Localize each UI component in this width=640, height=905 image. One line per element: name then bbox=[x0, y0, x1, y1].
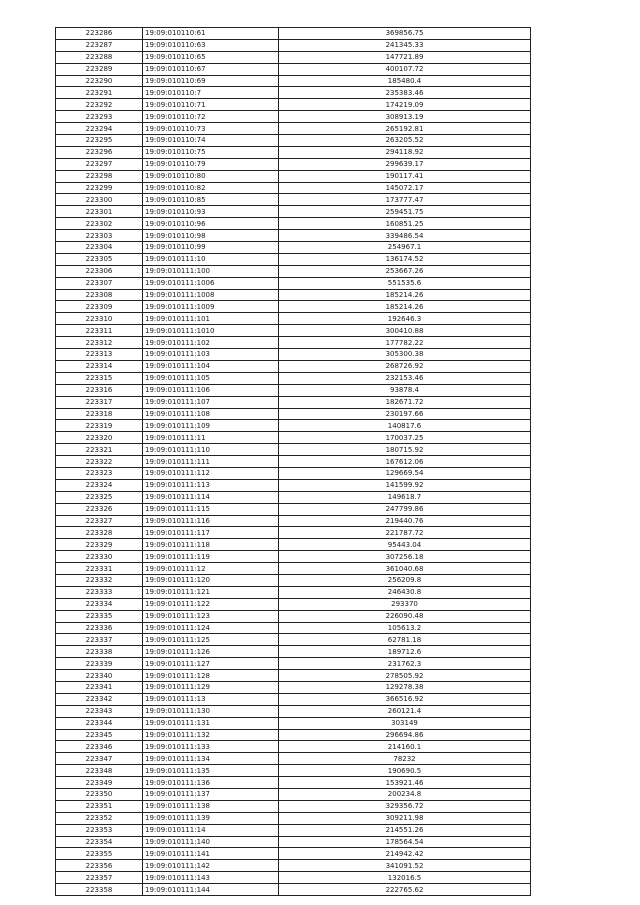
cadastral-number-cell: 19:09:010110:71 bbox=[143, 99, 279, 111]
value-cell: 149618.7 bbox=[279, 491, 531, 503]
row-number-cell: 223314 bbox=[56, 360, 143, 372]
table-row bbox=[56, 551, 531, 563]
value-cell: 177782.22 bbox=[279, 337, 531, 349]
value-cell: 241345.33 bbox=[279, 39, 531, 51]
value-cell: 136174.52 bbox=[279, 253, 531, 265]
table-row bbox=[56, 693, 531, 705]
value-cell: 160851.25 bbox=[279, 218, 531, 230]
row-number-cell: 223345 bbox=[56, 729, 143, 741]
cadastral-number-cell: 19:09:010111:111 bbox=[143, 456, 279, 468]
row-number-cell: 223293 bbox=[56, 111, 143, 123]
row-number-cell: 223343 bbox=[56, 705, 143, 717]
row-number-cell: 223324 bbox=[56, 479, 143, 491]
row-number-cell: 223341 bbox=[56, 681, 143, 693]
row-number-cell: 223316 bbox=[56, 384, 143, 396]
row-number-cell: 223349 bbox=[56, 777, 143, 789]
cadastral-number-cell: 19:09:010111:102 bbox=[143, 337, 279, 349]
value-cell: 62781.18 bbox=[279, 634, 531, 646]
value-cell: 182671.72 bbox=[279, 396, 531, 408]
row-number-cell: 223326 bbox=[56, 503, 143, 515]
table-row bbox=[56, 539, 531, 551]
value-cell: 551535.6 bbox=[279, 277, 531, 289]
row-number-cell: 223335 bbox=[56, 610, 143, 622]
value-cell: 167612.06 bbox=[279, 456, 531, 468]
value-cell: 293370 bbox=[279, 598, 531, 610]
value-cell: 153921.46 bbox=[279, 777, 531, 789]
value-cell: 341091.52 bbox=[279, 860, 531, 872]
table-row bbox=[56, 396, 531, 408]
row-number-cell: 223312 bbox=[56, 337, 143, 349]
table-row bbox=[56, 479, 531, 491]
table-row bbox=[56, 860, 531, 872]
table-row bbox=[56, 777, 531, 789]
cadastral-number-cell: 19:09:010111:127 bbox=[143, 658, 279, 670]
row-number-cell: 223348 bbox=[56, 765, 143, 777]
row-number-cell: 223318 bbox=[56, 408, 143, 420]
row-number-cell: 223299 bbox=[56, 182, 143, 194]
cadastral-number-cell: 19:09:010110:82 bbox=[143, 182, 279, 194]
value-cell: 93878.4 bbox=[279, 384, 531, 396]
cadastral-number-cell: 19:09:010111:122 bbox=[143, 598, 279, 610]
value-cell: 129278.38 bbox=[279, 681, 531, 693]
cadastral-number-cell: 19:09:010111:113 bbox=[143, 479, 279, 491]
table-row bbox=[56, 574, 531, 586]
value-cell: 214942.42 bbox=[279, 848, 531, 860]
row-number-cell: 223342 bbox=[56, 693, 143, 705]
value-cell: 180715.92 bbox=[279, 444, 531, 456]
row-number-cell: 223310 bbox=[56, 313, 143, 325]
table-row bbox=[56, 812, 531, 824]
table-row bbox=[56, 337, 531, 349]
table-row bbox=[56, 836, 531, 848]
value-cell: 129669.54 bbox=[279, 467, 531, 479]
value-cell: 221787.72 bbox=[279, 527, 531, 539]
table-row bbox=[56, 789, 531, 801]
value-cell: 339486.54 bbox=[279, 230, 531, 242]
row-number-cell: 223297 bbox=[56, 158, 143, 170]
table-row bbox=[56, 194, 531, 206]
value-cell: 174219.09 bbox=[279, 99, 531, 111]
table-row bbox=[56, 432, 531, 444]
table-row bbox=[56, 741, 531, 753]
cadastral-number-cell: 19:09:010111:12 bbox=[143, 563, 279, 575]
table-row bbox=[56, 313, 531, 325]
cadastral-number-cell: 19:09:010111:1010 bbox=[143, 325, 279, 337]
table-row bbox=[56, 646, 531, 658]
value-cell: 296694.86 bbox=[279, 729, 531, 741]
value-cell: 299639.17 bbox=[279, 158, 531, 170]
cadastral-number-cell: 19:09:010110:98 bbox=[143, 230, 279, 242]
row-number-cell: 223303 bbox=[56, 230, 143, 242]
cadastral-number-cell: 19:09:010111:128 bbox=[143, 670, 279, 682]
cadastral-number-cell: 19:09:010110:99 bbox=[143, 242, 279, 254]
cadastral-number-cell: 19:09:010111:129 bbox=[143, 681, 279, 693]
cadastral-number-cell: 19:09:010111:142 bbox=[143, 860, 279, 872]
cadastral-number-cell: 19:09:010111:134 bbox=[143, 753, 279, 765]
table-row bbox=[56, 456, 531, 468]
cadastral-number-cell: 19:09:010110:85 bbox=[143, 194, 279, 206]
row-number-cell: 223329 bbox=[56, 539, 143, 551]
row-number-cell: 223295 bbox=[56, 135, 143, 147]
cadastral-number-cell: 19:09:010110:61 bbox=[143, 28, 279, 40]
cadastral-number-cell: 19:09:010111:1009 bbox=[143, 301, 279, 313]
row-number-cell: 223304 bbox=[56, 242, 143, 254]
row-number-cell: 223307 bbox=[56, 277, 143, 289]
row-number-cell: 223350 bbox=[56, 789, 143, 801]
cadastral-number-cell: 19:09:010111:143 bbox=[143, 872, 279, 884]
row-number-cell: 223309 bbox=[56, 301, 143, 313]
table-row bbox=[56, 301, 531, 313]
table-row bbox=[56, 658, 531, 670]
row-number-cell: 223355 bbox=[56, 848, 143, 860]
row-number-cell: 223337 bbox=[56, 634, 143, 646]
row-number-cell: 223301 bbox=[56, 206, 143, 218]
value-cell: 230197.66 bbox=[279, 408, 531, 420]
cadastral-number-cell: 19:09:010110:80 bbox=[143, 170, 279, 182]
cadastral-number-cell: 19:09:010110:75 bbox=[143, 146, 279, 158]
value-cell: 268726.92 bbox=[279, 360, 531, 372]
value-cell: 254967.1 bbox=[279, 242, 531, 254]
table-row bbox=[56, 753, 531, 765]
table-row bbox=[56, 230, 531, 242]
cadastral-number-cell: 19:09:010110:69 bbox=[143, 75, 279, 87]
cadastral-number-cell: 19:09:010111:116 bbox=[143, 515, 279, 527]
row-number-cell: 223305 bbox=[56, 253, 143, 265]
cadastral-number-cell: 19:09:010111:115 bbox=[143, 503, 279, 515]
cadastral-number-cell: 19:09:010110:74 bbox=[143, 135, 279, 147]
value-cell: 278505.92 bbox=[279, 670, 531, 682]
value-cell: 308913.19 bbox=[279, 111, 531, 123]
table-row bbox=[56, 634, 531, 646]
value-cell: 185214.26 bbox=[279, 301, 531, 313]
value-cell: 265192.81 bbox=[279, 123, 531, 135]
table-row bbox=[56, 444, 531, 456]
row-number-cell: 223339 bbox=[56, 658, 143, 670]
table-row bbox=[56, 515, 531, 527]
row-number-cell: 223311 bbox=[56, 325, 143, 337]
cadastral-number-cell: 19:09:010111:121 bbox=[143, 586, 279, 598]
value-cell: 214551.26 bbox=[279, 824, 531, 836]
cadastral-number-cell: 19:09:010111:119 bbox=[143, 551, 279, 563]
row-number-cell: 223287 bbox=[56, 39, 143, 51]
row-number-cell: 223289 bbox=[56, 63, 143, 75]
cadastral-number-cell: 19:09:010111:108 bbox=[143, 408, 279, 420]
row-number-cell: 223328 bbox=[56, 527, 143, 539]
table-row bbox=[56, 349, 531, 361]
table-row bbox=[56, 848, 531, 860]
cadastral-number-cell: 19:09:010111:106 bbox=[143, 384, 279, 396]
row-number-cell: 223302 bbox=[56, 218, 143, 230]
value-cell: 300410.88 bbox=[279, 325, 531, 337]
cadastral-number-cell: 19:09:010110:72 bbox=[143, 111, 279, 123]
row-number-cell: 223288 bbox=[56, 51, 143, 63]
table-row bbox=[56, 75, 531, 87]
row-number-cell: 223344 bbox=[56, 717, 143, 729]
row-number-cell: 223294 bbox=[56, 123, 143, 135]
row-number-cell: 223306 bbox=[56, 265, 143, 277]
row-number-cell: 223358 bbox=[56, 884, 143, 896]
value-cell: 303149 bbox=[279, 717, 531, 729]
cadastral-number-cell: 19:09:010111:11 bbox=[143, 432, 279, 444]
cadastral-number-cell: 19:09:010111:103 bbox=[143, 349, 279, 361]
cadastral-number-cell: 19:09:010111:144 bbox=[143, 884, 279, 896]
table-body bbox=[56, 28, 531, 896]
row-number-cell: 223291 bbox=[56, 87, 143, 99]
table-row bbox=[56, 586, 531, 598]
table-row bbox=[56, 384, 531, 396]
row-number-cell: 223322 bbox=[56, 456, 143, 468]
cadastral-number-cell: 19:09:010111:124 bbox=[143, 622, 279, 634]
table-row bbox=[56, 325, 531, 337]
cadastral-number-cell: 19:09:010111:107 bbox=[143, 396, 279, 408]
table-row bbox=[56, 123, 531, 135]
value-cell: 307256.18 bbox=[279, 551, 531, 563]
cadastral-number-cell: 19:09:010110:73 bbox=[143, 123, 279, 135]
row-number-cell: 223296 bbox=[56, 146, 143, 158]
value-cell: 253667.26 bbox=[279, 265, 531, 277]
table-row bbox=[56, 51, 531, 63]
value-cell: 185480.4 bbox=[279, 75, 531, 87]
value-cell: 294118.92 bbox=[279, 146, 531, 158]
cadastral-number-cell: 19:09:010111:1008 bbox=[143, 289, 279, 301]
value-cell: 247799.86 bbox=[279, 503, 531, 515]
row-number-cell: 223300 bbox=[56, 194, 143, 206]
row-number-cell: 223321 bbox=[56, 444, 143, 456]
value-cell: 260121.4 bbox=[279, 705, 531, 717]
table-row bbox=[56, 408, 531, 420]
value-cell: 214160.1 bbox=[279, 741, 531, 753]
table-row bbox=[56, 622, 531, 634]
table-row bbox=[56, 717, 531, 729]
row-number-cell: 223357 bbox=[56, 872, 143, 884]
table-row bbox=[56, 372, 531, 384]
row-number-cell: 223354 bbox=[56, 836, 143, 848]
cadastral-number-cell: 19:09:010110:67 bbox=[143, 63, 279, 75]
table-row bbox=[56, 277, 531, 289]
table-row bbox=[56, 563, 531, 575]
table-row bbox=[56, 182, 531, 194]
row-number-cell: 223327 bbox=[56, 515, 143, 527]
table-row bbox=[56, 420, 531, 432]
row-number-cell: 223290 bbox=[56, 75, 143, 87]
value-cell: 140817.6 bbox=[279, 420, 531, 432]
row-number-cell: 223332 bbox=[56, 574, 143, 586]
value-cell: 190690.5 bbox=[279, 765, 531, 777]
value-cell: 226090.48 bbox=[279, 610, 531, 622]
table-row bbox=[56, 87, 531, 99]
table-row bbox=[56, 265, 531, 277]
cadastral-number-cell: 19:09:010111:135 bbox=[143, 765, 279, 777]
cadastral-number-cell: 19:09:010111:120 bbox=[143, 574, 279, 586]
row-number-cell: 223340 bbox=[56, 670, 143, 682]
table-row bbox=[56, 884, 531, 896]
value-cell: 147721.89 bbox=[279, 51, 531, 63]
row-number-cell: 223323 bbox=[56, 467, 143, 479]
row-number-cell: 223353 bbox=[56, 824, 143, 836]
cadastral-number-cell: 19:09:010111:117 bbox=[143, 527, 279, 539]
cadastral-number-cell: 19:09:010111:1006 bbox=[143, 277, 279, 289]
row-number-cell: 223351 bbox=[56, 800, 143, 812]
value-cell: 263205.52 bbox=[279, 135, 531, 147]
value-cell: 259451.75 bbox=[279, 206, 531, 218]
table-row bbox=[56, 63, 531, 75]
table-row bbox=[56, 765, 531, 777]
value-cell: 189712.6 bbox=[279, 646, 531, 658]
value-cell: 222765.62 bbox=[279, 884, 531, 896]
value-cell: 190117.41 bbox=[279, 170, 531, 182]
cadastral-number-cell: 19:09:010110:63 bbox=[143, 39, 279, 51]
value-cell: 178564.54 bbox=[279, 836, 531, 848]
row-number-cell: 223334 bbox=[56, 598, 143, 610]
table-row bbox=[56, 158, 531, 170]
row-number-cell: 223346 bbox=[56, 741, 143, 753]
row-number-cell: 223333 bbox=[56, 586, 143, 598]
value-cell: 95443.04 bbox=[279, 539, 531, 551]
value-cell: 235383.46 bbox=[279, 87, 531, 99]
value-cell: 256209.8 bbox=[279, 574, 531, 586]
value-cell: 231762.3 bbox=[279, 658, 531, 670]
cadastral-number-cell: 19:09:010111:132 bbox=[143, 729, 279, 741]
cadastral-number-cell: 19:09:010110:96 bbox=[143, 218, 279, 230]
table-row bbox=[56, 146, 531, 158]
value-cell: 145072.17 bbox=[279, 182, 531, 194]
table-row bbox=[56, 527, 531, 539]
table-row bbox=[56, 491, 531, 503]
cadastral-number-cell: 19:09:010111:126 bbox=[143, 646, 279, 658]
table-row bbox=[56, 218, 531, 230]
cadastral-number-cell: 19:09:010111:105 bbox=[143, 372, 279, 384]
cadastral-number-cell: 19:09:010111:130 bbox=[143, 705, 279, 717]
cadastral-number-cell: 19:09:010111:131 bbox=[143, 717, 279, 729]
cadastral-number-cell: 19:09:010111:125 bbox=[143, 634, 279, 646]
table-row bbox=[56, 824, 531, 836]
cadastral-number-cell: 19:09:010111:110 bbox=[143, 444, 279, 456]
table-row bbox=[56, 800, 531, 812]
table-row bbox=[56, 242, 531, 254]
cadastral-number-cell: 19:09:010111:114 bbox=[143, 491, 279, 503]
value-cell: 132016.5 bbox=[279, 872, 531, 884]
cadastral-number-cell: 19:09:010111:118 bbox=[143, 539, 279, 551]
row-number-cell: 223330 bbox=[56, 551, 143, 563]
table-row bbox=[56, 598, 531, 610]
table-row bbox=[56, 503, 531, 515]
value-cell: 400107.72 bbox=[279, 63, 531, 75]
cadastral-number-cell: 19:09:010111:140 bbox=[143, 836, 279, 848]
value-cell: 141599.92 bbox=[279, 479, 531, 491]
data-table bbox=[55, 27, 531, 896]
cadastral-number-cell: 19:09:010111:139 bbox=[143, 812, 279, 824]
cadastral-number-cell: 19:09:010111:13 bbox=[143, 693, 279, 705]
table-row bbox=[56, 610, 531, 622]
cadastral-number-cell: 19:09:010111:10 bbox=[143, 253, 279, 265]
row-number-cell: 223325 bbox=[56, 491, 143, 503]
value-cell: 192646.3 bbox=[279, 313, 531, 325]
row-number-cell: 223352 bbox=[56, 812, 143, 824]
cadastral-number-cell: 19:09:010111:137 bbox=[143, 789, 279, 801]
row-number-cell: 223292 bbox=[56, 99, 143, 111]
table-row bbox=[56, 253, 531, 265]
table-row bbox=[56, 206, 531, 218]
value-cell: 369856.75 bbox=[279, 28, 531, 40]
table-row bbox=[56, 99, 531, 111]
value-cell: 309211.98 bbox=[279, 812, 531, 824]
cadastral-number-cell: 19:09:010111:133 bbox=[143, 741, 279, 753]
value-cell: 78232 bbox=[279, 753, 531, 765]
cadastral-number-cell: 19:09:010111:100 bbox=[143, 265, 279, 277]
table-row bbox=[56, 681, 531, 693]
value-cell: 170037.25 bbox=[279, 432, 531, 444]
cadastral-number-cell: 19:09:010111:138 bbox=[143, 800, 279, 812]
cadastral-number-cell: 19:09:010110:93 bbox=[143, 206, 279, 218]
row-number-cell: 223336 bbox=[56, 622, 143, 634]
value-cell: 232153.46 bbox=[279, 372, 531, 384]
row-number-cell: 223356 bbox=[56, 860, 143, 872]
cadastral-number-cell: 19:09:010111:101 bbox=[143, 313, 279, 325]
value-cell: 305300.38 bbox=[279, 349, 531, 361]
table-row bbox=[56, 670, 531, 682]
row-number-cell: 223338 bbox=[56, 646, 143, 658]
row-number-cell: 223320 bbox=[56, 432, 143, 444]
value-cell: 246430.8 bbox=[279, 586, 531, 598]
row-number-cell: 223308 bbox=[56, 289, 143, 301]
value-cell: 173777.47 bbox=[279, 194, 531, 206]
table-row bbox=[56, 872, 531, 884]
cadastral-number-cell: 19:09:010111:112 bbox=[143, 467, 279, 479]
cadastral-number-cell: 19:09:010111:104 bbox=[143, 360, 279, 372]
cadastral-number-cell: 19:09:010110:65 bbox=[143, 51, 279, 63]
table-row bbox=[56, 111, 531, 123]
cadastral-number-cell: 19:09:010110:79 bbox=[143, 158, 279, 170]
row-number-cell: 223286 bbox=[56, 28, 143, 40]
value-cell: 185214.26 bbox=[279, 289, 531, 301]
row-number-cell: 223317 bbox=[56, 396, 143, 408]
table-row bbox=[56, 135, 531, 147]
value-cell: 361040.68 bbox=[279, 563, 531, 575]
row-number-cell: 223315 bbox=[56, 372, 143, 384]
row-number-cell: 223347 bbox=[56, 753, 143, 765]
table-row bbox=[56, 39, 531, 51]
cadastral-number-cell: 19:09:010111:123 bbox=[143, 610, 279, 622]
cadastral-number-cell: 19:09:010111:14 bbox=[143, 824, 279, 836]
value-cell: 366516.92 bbox=[279, 693, 531, 705]
value-cell: 105613.2 bbox=[279, 622, 531, 634]
cadastral-number-cell: 19:09:010111:136 bbox=[143, 777, 279, 789]
table-row bbox=[56, 28, 531, 40]
value-cell: 200234.8 bbox=[279, 789, 531, 801]
row-number-cell: 223298 bbox=[56, 170, 143, 182]
cadastral-number-cell: 19:09:010110:7 bbox=[143, 87, 279, 99]
value-cell: 329356.72 bbox=[279, 800, 531, 812]
row-number-cell: 223313 bbox=[56, 349, 143, 361]
table-row bbox=[56, 360, 531, 372]
table-row bbox=[56, 467, 531, 479]
row-number-cell: 223331 bbox=[56, 563, 143, 575]
table-row bbox=[56, 289, 531, 301]
cadastral-number-cell: 19:09:010111:141 bbox=[143, 848, 279, 860]
table-row bbox=[56, 729, 531, 741]
row-number-cell: 223319 bbox=[56, 420, 143, 432]
value-cell: 219440.76 bbox=[279, 515, 531, 527]
table-row bbox=[56, 705, 531, 717]
cadastral-number-cell: 19:09:010111:109 bbox=[143, 420, 279, 432]
table-row bbox=[56, 170, 531, 182]
